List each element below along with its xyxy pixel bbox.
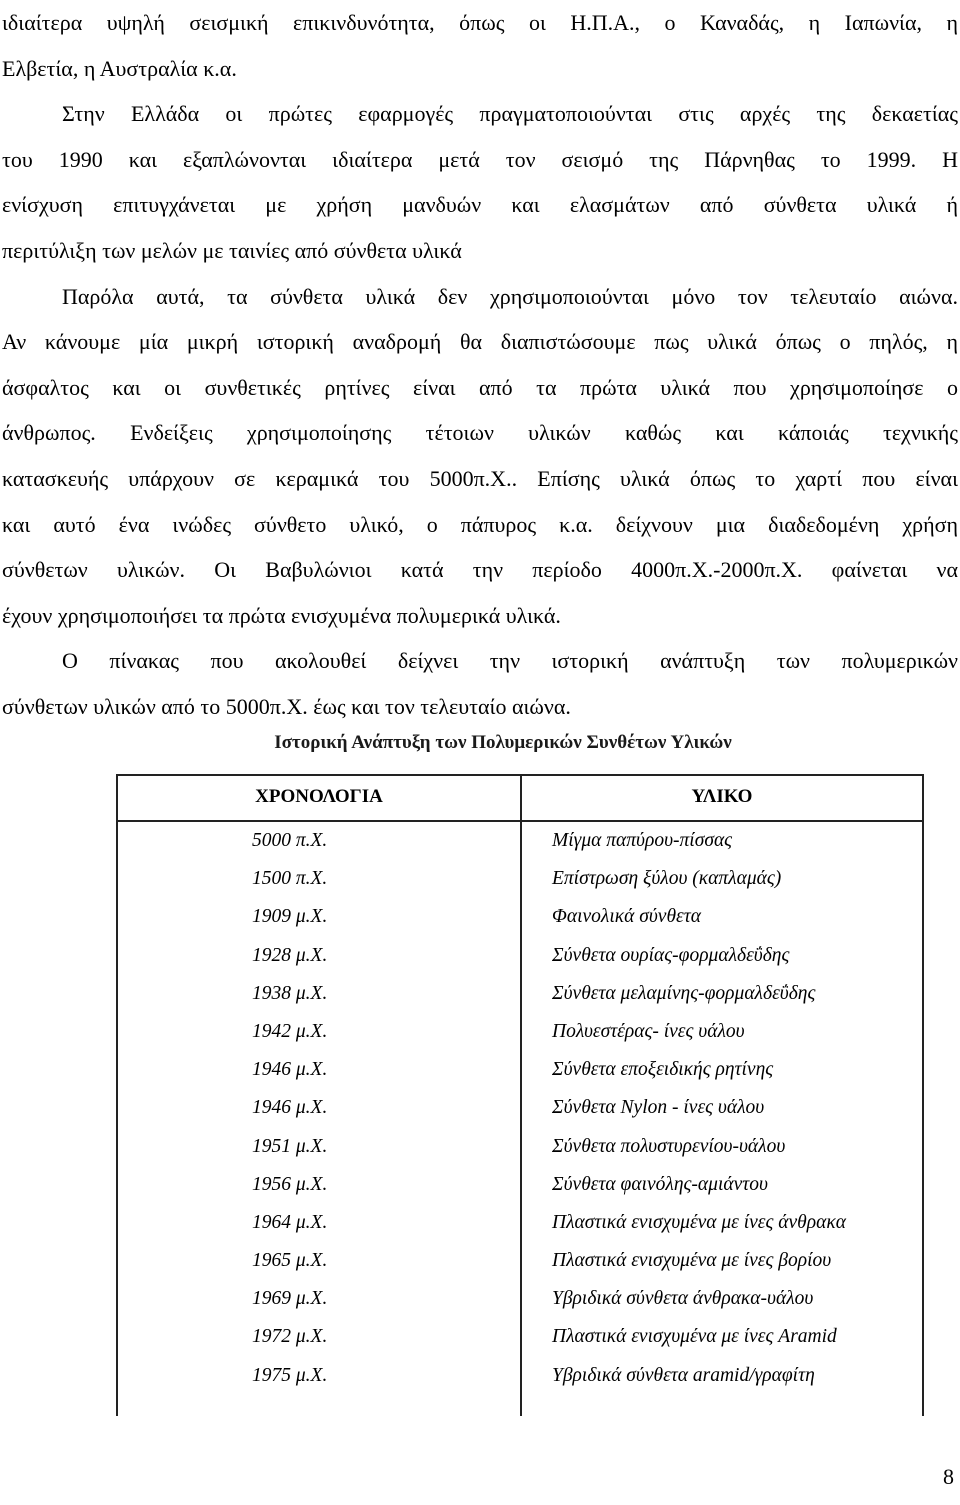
cell-material: Φαινολικά σύνθετα — [552, 906, 701, 928]
table-row — [118, 941, 922, 979]
header-date: ΧΡΟΝΟΛΟΓΙΑ — [255, 786, 383, 807]
text-line: περιτύλιξη των μελών με ταινίες από σύνθετα υλικά — [2, 237, 462, 263]
text-line: Στην Ελλάδα οι πρώτες εφαρμογές πραγματοποιούνται στις αρχές της δεκαετίας — [62, 101, 958, 127]
cell-date: 1946 μ.Χ. — [252, 1097, 328, 1119]
cell-material: Πλαστικά ενισχυμένα με ίνες βορίου — [552, 1250, 832, 1272]
scanned-table-image — [60, 722, 946, 1414]
text-line: κατασκευής υπάρχουν σε κεραμικά του 5000π.Χ.. Επίσης υλικά όπως το χαρτί που είναι — [2, 465, 958, 491]
cell-date: 1938 μ.Χ. — [252, 982, 328, 1004]
cell-date: 1942 μ.Χ. — [252, 1020, 328, 1042]
table-row — [118, 1017, 922, 1055]
text-line: Αν κάνουμε μία μικρή ιστορική αναδρομή θα διαπιστώσουμε πως υλικά όπως ο πηλός, η — [2, 329, 958, 355]
text-line: άνθρωπος. Ενδείξεις χρησιμοποίησης τέτοιων υλικών καθώς και κάποιάς τεχνικής — [2, 420, 958, 446]
text-line: ιδιαίτερα υψηλή σεισμική επικινδυνότητα, όπως οι Η.Π.Α., ο Καναδάς, η Ιαπωνία, η — [2, 10, 958, 35]
table-row — [118, 1246, 922, 1284]
cell-date: 5000 π.Χ. — [252, 830, 328, 851]
text-line: σύνθετων υλικών από το 5000π.Χ. έως και τον τελευταίο αιώνα. — [2, 693, 571, 719]
cell-material: Υβριδικά σύνθετα aramid/γραφίτη — [552, 1364, 815, 1386]
text-line: και αυτό ένα ινώδες σύνθετο υλικό, ο πάπυρος κ.α. δείχνουν μια διαδεδομένη χρήση — [2, 511, 958, 537]
cell-date: 1951 μ.Χ. — [252, 1135, 328, 1157]
cell-material: Σύνθετα μελαμίνης-φορμαλδεΰδης — [552, 982, 816, 1004]
cell-material: Μίγμα παπύρου-πίσσας — [552, 830, 733, 851]
cell-material: Πλαστικά ενισχυμένα με ίνες άνθρακα — [552, 1211, 846, 1233]
cell-material: Επίστρωση ξύλου (καπλαμάς) — [552, 868, 782, 890]
table-row — [118, 979, 922, 1017]
header-material: ΥΛΙΚΟ — [691, 786, 753, 807]
cell-material: Σύνθετα Nylon - ίνες υάλου — [552, 1097, 765, 1119]
cell-date: 1909 μ.Χ. — [252, 906, 328, 928]
text-line: άσφαλτος και οι συνθετικές ρητίνες είναι από τα πρώτα υλικά που χρησιμοποίησε ο — [2, 374, 958, 400]
page-number: 8 — [943, 1464, 954, 1489]
cell-date: 1969 μ.Χ. — [252, 1288, 328, 1310]
table-row — [118, 864, 922, 902]
text-line: Ο πίνακας που ακολουθεί δείχνει την ιστορική ανάπτυξη των πολυμερικών — [62, 648, 958, 674]
table-row — [118, 1322, 922, 1360]
text-line: έχουν χρησιμοποιήσει τα πρώτα ενισχυμένα πολυμερικά υλικά. — [2, 602, 561, 628]
text-line: σύνθετων υλικών. Οι Βαβυλώνιοι κατά την περίοδο 4000π.Χ.-2000π.Χ. φαίνεται να — [2, 557, 958, 583]
cell-material: Πλαστικά ενισχυμένα με ίνες Aramid — [552, 1326, 837, 1348]
cell-date: 1946 μ.Χ. — [252, 1059, 328, 1081]
cell-material: Σύνθετα εποξειδικής ρητίνης — [552, 1059, 774, 1081]
cell-material: Σύνθετα ουρίας-φορμαλδεΰδης — [552, 944, 790, 966]
cell-material: Σύνθετα φαινόλης-αμιάντου — [552, 1173, 768, 1195]
cell-date: 1975 μ.Χ. — [252, 1364, 328, 1386]
cell-date: 1928 μ.Χ. — [252, 944, 328, 966]
cell-material: Πολυεστέρας- ίνες υάλου — [552, 1020, 745, 1042]
table-row — [118, 1284, 922, 1322]
cell-date: 1964 μ.Χ. — [252, 1211, 328, 1233]
cell-date: 1956 μ.Χ. — [252, 1173, 328, 1195]
table-row — [118, 1093, 922, 1131]
text-line: ενίσχυση επιτυγχάνεται με χρήση μανδυών και ελασμάτων από σύνθετα υλικά ή — [2, 192, 958, 218]
table-title: Ιστορική Ανάπτυξη των Πολυμερικών Συνθέτων Υλικών — [274, 732, 732, 753]
table-row — [118, 1208, 922, 1246]
table-row — [118, 1361, 922, 1399]
table-row — [118, 1132, 922, 1170]
table-row — [118, 1170, 922, 1208]
text-line: του 1990 και εξαπλώνονται ιδιαίτερα μετά τον σεισμό της Πάρνηθας το 1999. Η — [2, 146, 958, 172]
table-row — [118, 902, 922, 940]
cell-date: 1972 μ.Χ. — [252, 1326, 328, 1348]
text-line: Παρόλα αυτά, τα σύνθετα υλικά δεν χρησιμοποιούνται μόνο τον τελευταίο αιώνα. — [62, 283, 958, 309]
table-row — [118, 826, 922, 864]
cell-date: 1965 μ.Χ. — [252, 1250, 328, 1272]
cell-date: 1500 π.Χ. — [252, 868, 328, 890]
table-body — [118, 826, 922, 1399]
history-table — [116, 774, 924, 1416]
body-text — [2, 0, 958, 730]
text-line: Ελβετία, η Αυστραλία κ.α. — [2, 55, 237, 81]
table-header — [118, 776, 922, 822]
cell-material: Υβριδικά σύνθετα άνθρακα-υάλου — [552, 1288, 814, 1310]
cell-material: Σύνθετα πολυστυρενίου-υάλου — [552, 1135, 786, 1157]
table-row — [118, 1055, 922, 1093]
